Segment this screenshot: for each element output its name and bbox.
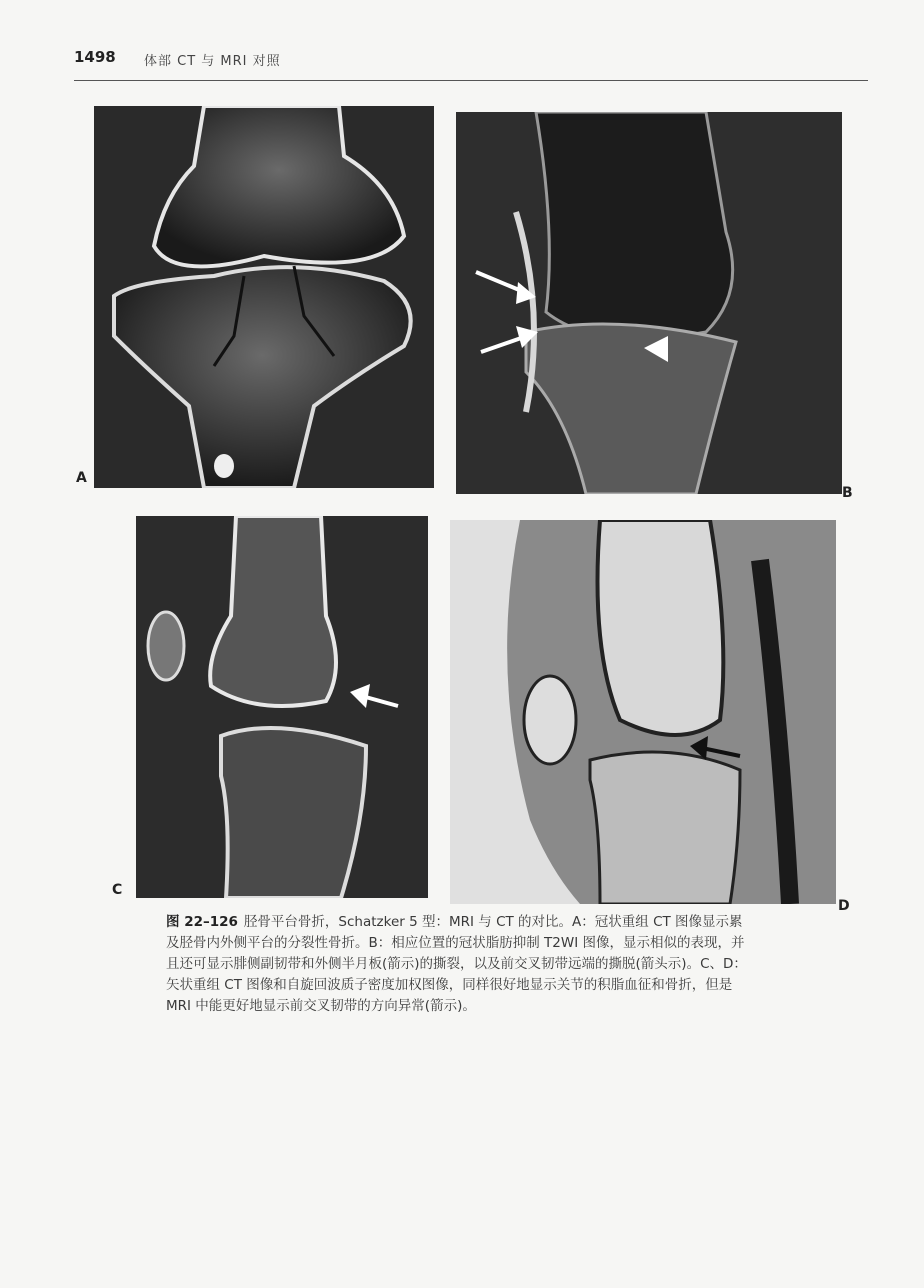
figure-panel-a-ct-coronal <box>94 106 434 488</box>
ct-coronal-image <box>94 106 434 488</box>
book-title: 体部 CT 与 MRI 对照 <box>144 54 281 69</box>
panel-label-d: D <box>838 898 850 914</box>
mri-coronal-image <box>456 112 842 494</box>
ct-sagittal-image <box>136 516 428 898</box>
page-header <box>74 44 868 81</box>
figure-panel-b-mri-coronal <box>456 112 842 494</box>
figure-panel-d-mri-sagittal <box>450 520 836 904</box>
panel-label-a: A <box>76 470 87 486</box>
caption-text: 胫骨平台骨折，Schatzker 5 型：MRI 与 CT 的对比。A：冠状重组 CT 图像显示累及胫骨内外侧平台的分裂性骨折。B：相应位置的冠状脂肪抑制 T2WI 图像，显示相似的表现，并且还可显示腓侧副韧带和外侧半月板(箭示)的撕裂，以及前交叉韧带远端的撕脱(箭头示)。C、D：矢状重组 CT 图像和自旋回波质子密度加权图像，同样很好地显示关节的积脂血征和骨折，但是 MRI 中能更好地显示前交叉韧带的方向异常(箭示)。 <box>166 914 747 1014</box>
figure-panel-c-ct-sagittal <box>136 516 428 898</box>
figure-caption <box>166 912 756 1017</box>
mri-sagittal-image <box>450 520 836 904</box>
panel-label-b: B <box>842 485 853 501</box>
page-number: 1498 <box>74 48 116 66</box>
panel-label-c: C <box>112 882 123 898</box>
figure-number: 图 22–126 <box>166 914 238 930</box>
